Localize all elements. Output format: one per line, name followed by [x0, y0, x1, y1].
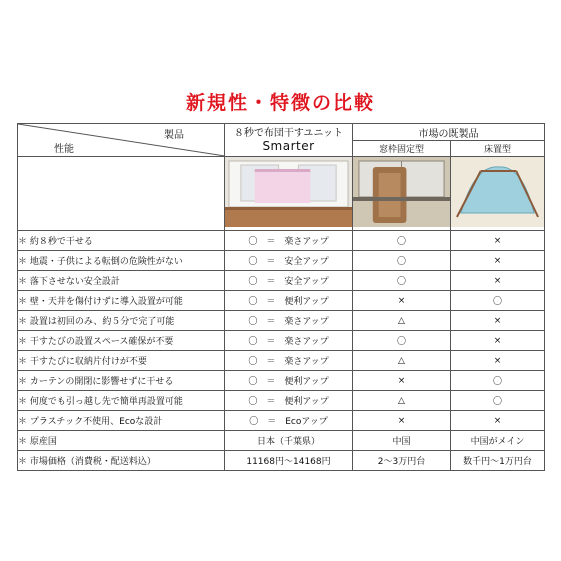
table-row [18, 331, 545, 351]
smarter-cell: 〇 ＝ 楽さアップ [225, 331, 353, 351]
comparison-rows [18, 231, 545, 471]
feature-cell: ＊ カーテンの開閉に影響せずに干せる [18, 371, 225, 391]
floor-cell: × [451, 251, 545, 271]
feature-cell: ＊ 落下させない安全設計 [18, 271, 225, 291]
table-row [18, 451, 545, 471]
floor-cell: 〇 [451, 391, 545, 411]
window-type-header: 窓枠固定型 [353, 141, 451, 157]
feature-cell: ＊ 設置は初回のみ、約５分で完了可能 [18, 311, 225, 331]
smarter-cell: 〇 ＝ 便利アップ [225, 391, 353, 411]
floor-product-photo [451, 157, 544, 230]
floor-cell: × [451, 311, 545, 331]
window-cell: 中国 [353, 431, 451, 451]
feature-cell: ＊ 地震・子供による転倒の危険性がない [18, 251, 225, 271]
floor-cell: × [451, 331, 545, 351]
image-row-blank [18, 157, 225, 231]
floor-cell: 〇 [451, 291, 545, 311]
floor-type-header: 床置型 [451, 141, 545, 157]
comparison-table [17, 123, 545, 471]
floor-cell: × [451, 411, 545, 431]
floor-cell: 数千円～1万円台 [451, 451, 545, 471]
table-row [18, 291, 545, 311]
window-cell: 2～3万円台 [353, 451, 451, 471]
smarter-photo [225, 157, 352, 230]
floor-cell: 〇 [451, 371, 545, 391]
window-cell: 〇 [353, 271, 451, 291]
market-header: 市場の既製品 [353, 124, 545, 141]
window-cell: 〇 [353, 231, 451, 251]
floor-cell: × [451, 351, 545, 371]
smarter-subtitle: ８秒で布団干すユニット [233, 128, 344, 139]
smarter-cell: 〇 ＝ 楽さアップ [225, 231, 353, 251]
table-row [18, 351, 545, 371]
table-row [18, 271, 545, 291]
smarter-cell: 〇 ＝ 安全アップ [225, 271, 353, 291]
smarter-cell: 〇 ＝ Ecoアップ [225, 411, 353, 431]
smarter-cell: 日本（千葉県） [225, 431, 353, 451]
smarter-cell: 〇 ＝ 楽さアップ [225, 311, 353, 331]
table-row [18, 371, 545, 391]
feature-cell: ＊ 何度でも引っ越し先で簡単再設置可能 [18, 391, 225, 411]
feature-cell: ＊ プラスチック不使用、Ecoな設計 [18, 411, 225, 431]
smarter-cell: 〇 ＝ 安全アップ [225, 251, 353, 271]
window-cell: × [353, 291, 451, 311]
window-cell: △ [353, 391, 451, 411]
smarter-cell: 11168円～14168円 [225, 451, 353, 471]
diagonal-line [18, 124, 225, 156]
smarter-photo-cell [225, 157, 353, 231]
smarter-cell: 〇 ＝ 楽さアップ [225, 351, 353, 371]
table-row [18, 411, 545, 431]
smarter-cell: 〇 ＝ 便利アップ [225, 371, 353, 391]
smarter-header [225, 124, 353, 157]
smarter-cell: 〇 ＝ 便利アップ [225, 291, 353, 311]
window-product-photo-cell [353, 157, 451, 231]
feature-cell: ＊ 壁・天井を傷付けずに導入設置が可能 [18, 291, 225, 311]
table-row [18, 431, 545, 451]
page-title: 新規性・特徴の比較 [185, 92, 375, 114]
table-row [18, 391, 545, 411]
table-row [18, 251, 545, 271]
floor-cell: × [451, 271, 545, 291]
header-diagonal-cell [18, 124, 225, 157]
feature-cell: ＊ 干すたびに収納片付けが不要 [18, 351, 225, 371]
window-cell: 〇 [353, 331, 451, 351]
feature-cell: ＊ 原産国 [18, 431, 225, 451]
floor-cell: × [451, 231, 545, 251]
feature-cell: ＊ 市場価格（消費税・配送料込） [18, 451, 225, 471]
window-cell: × [353, 371, 451, 391]
table-row [18, 231, 545, 251]
table-row [18, 311, 545, 331]
window-cell: △ [353, 351, 451, 371]
feature-cell: ＊ 約８秒で干せる [18, 231, 225, 251]
window-cell: △ [353, 311, 451, 331]
window-product-photo [353, 157, 450, 230]
floor-cell: 中国がメイン [451, 431, 545, 451]
window-cell: 〇 [353, 251, 451, 271]
window-cell: × [353, 411, 451, 431]
floor-product-photo-cell [451, 157, 545, 231]
product-label: 製品 [164, 130, 184, 141]
smarter-name: Smarter [262, 139, 315, 153]
feature-cell: ＊ 干すたびの設置スペース確保が不要 [18, 331, 225, 351]
performance-label: 性能 [54, 144, 74, 155]
